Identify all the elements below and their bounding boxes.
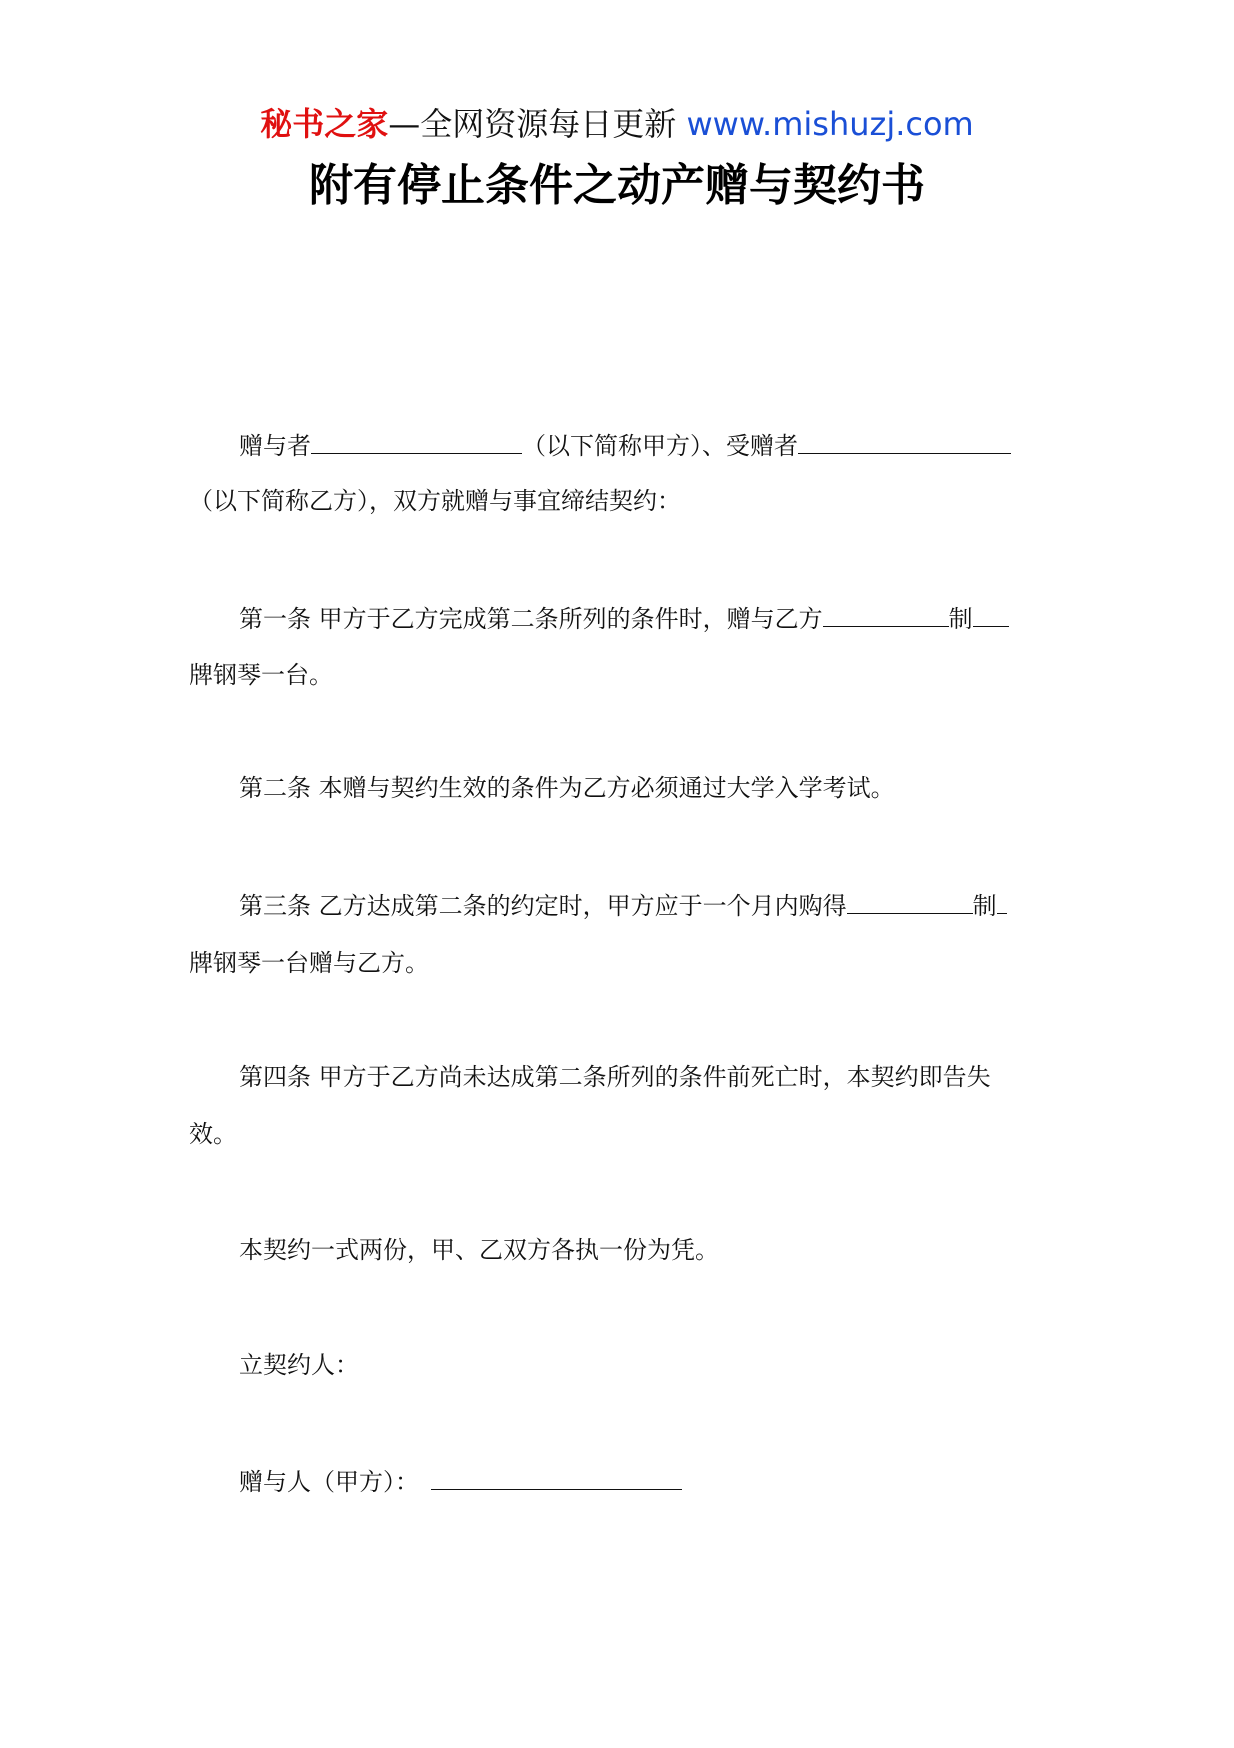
intro-mid-text: （以下简称甲方）、受赠者 — [522, 432, 798, 460]
brand-name: 秘书之家 — [260, 105, 389, 143]
article-2: 第二条 本赠与契约生效的条件为乙方必须通过大学入学考试。 — [239, 774, 895, 802]
donor-signature-blank — [431, 1463, 682, 1490]
article-4-line-1: 第四条 甲方于乙方尚未达成第二条所列的条件前死亡时，本契约即告失 — [239, 1063, 991, 1091]
donor-sign-label: 赠与人（甲方）： — [239, 1468, 419, 1496]
donor-label: 赠与者 — [239, 432, 311, 460]
article-4-line-2: 效。 — [189, 1120, 237, 1148]
article-3-made-char: 制 — [972, 892, 997, 920]
donee-blank — [798, 427, 1011, 454]
document-title: 附有停止条件之动产赠与契约书 — [309, 160, 925, 211]
copies-clause: 本契约一式两份，甲、乙双方各执一份为凭。 — [239, 1236, 719, 1264]
signers-label: 立契约人： — [239, 1351, 359, 1379]
article-3-line-1 — [239, 887, 1007, 923]
donor-signature-line — [239, 1463, 682, 1499]
intro-line-1 — [239, 427, 1011, 463]
donor-blank — [311, 427, 522, 454]
article-1-made-char: 制 — [948, 605, 973, 633]
brand-header — [0, 104, 1234, 144]
article-3-tail-blank — [997, 887, 1007, 914]
article-1-tail-blank — [973, 600, 1009, 627]
article-1-text: 第一条 甲方于乙方完成第二条所列的条件时，赠与乙方 — [239, 605, 823, 633]
intro-line-2: （以下简称乙方），双方就赠与事宜缔结契约： — [189, 487, 681, 515]
brand-url[interactable]: www.mishuzj.com — [686, 105, 974, 143]
article-1-line-1 — [239, 600, 1009, 636]
article-3-text: 第三条 乙方达成第二条的约定时，甲方应于一个月内购得 — [239, 892, 847, 920]
article-1-brand-blank — [823, 600, 949, 627]
brand-tagline: —全网资源每日更新 — [388, 105, 677, 143]
article-3-line-2: 牌钢琴一台赠与乙方。 — [189, 949, 429, 977]
article-1-line-2: 牌钢琴一台。 — [189, 661, 333, 689]
article-3-brand-blank — [847, 887, 973, 914]
